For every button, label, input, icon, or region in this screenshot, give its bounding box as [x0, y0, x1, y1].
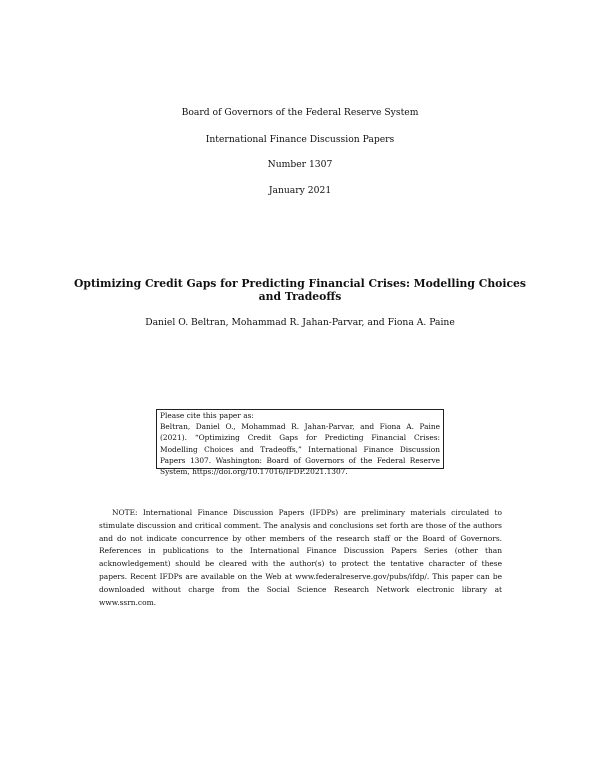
paper-number: Number 1307 [267, 159, 333, 170]
citation-text: Beltran, Daniel O., Mohammad R. Jahan-Parvar, and Fiona A. Paine (2021). “Optimizing Credit Gaps for Predicting Financial Crises: Modelling Choices and Tradeoffs,” International Finance Discussion Papers 1307. Washington: Board of Governors of the Federal Reserve System, https://doi.org/10.17016/IFDP.2021.1307. [160, 422, 440, 477]
paper-title: Optimizing Credit Gaps for Predicting Financial Crises: Modelling Choices and Tradeoffs [73, 277, 526, 303]
citation-intro: Please cite this paper as: [160, 411, 254, 420]
publication-date: January 2021 [268, 185, 332, 196]
paper-authors: Daniel O. Beltran, Mohammad R. Jahan-Parvar, and Fiona A. Paine [145, 317, 455, 328]
citation-box [156, 409, 444, 477]
disclaimer-note [99, 507, 502, 609]
note-text: NOTE: International Finance Discussion Papers (IFDPs) are preliminary materials circulated to stimulate discussion and critical comment. The analysis and conclusions set forth are those of the authors and do not indicate concurrence by other members of the research staff or the Board of Governors. References in publications to the International Finance Discussion Papers Series (other than acknowledgement) should be cleared with the author(s) to protect the tentative character of these papers. Recent IFDPs are available on the Web at www.federalreserve.gov/pubs/ifdp/. This paper can be downloaded without charge from the Social Science Research Network electronic library at www.ssrn.com. [99, 508, 502, 607]
series-name: International Finance Discussion Papers [205, 134, 395, 145]
organization-name: Board of Governors of the Federal Reserve System [181, 107, 419, 118]
